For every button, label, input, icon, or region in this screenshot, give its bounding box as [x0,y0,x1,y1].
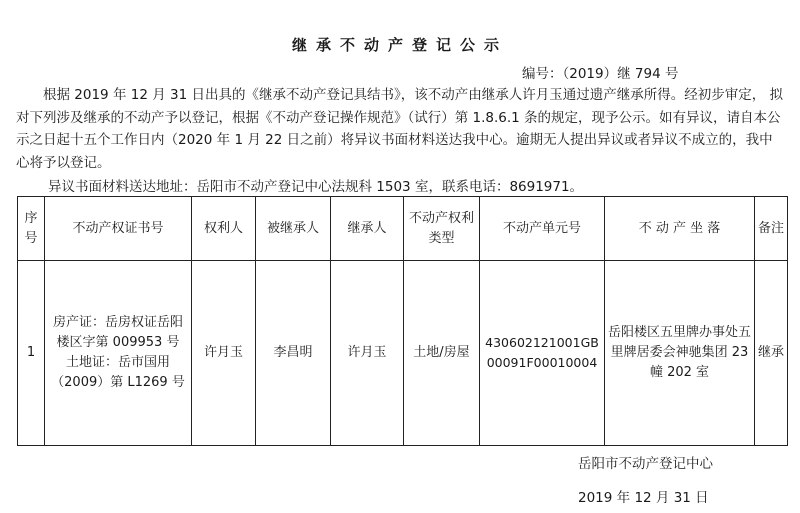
notice-body [16,84,786,174]
cell-right-type: 土地/房屋 [404,261,480,446]
property-cert-number: 房产证：岳房权证岳阳楼区字第 009953 号 [52,315,183,350]
registration-table [17,196,788,446]
header-seq: 序号 [18,197,45,261]
cell-location: 岳阳楼区五里牌办事处五里牌居委会神驰集团 23 幢 202 室 [605,261,755,446]
header-cert-no: 不动产权证书号 [45,197,192,261]
cell-decedent: 李昌明 [256,261,331,446]
header-decedent: 被继承人 [256,197,331,261]
document-number: 编号：（2019）继 794 号 [522,66,679,82]
header-right-type: 不动产权利类型 [404,197,480,261]
land-cert-number: 土地证：岳市国用（2009）第 L1269 号 [51,355,185,390]
signing-organization: 岳阳市不动产登记中心 [578,456,713,472]
header-remarks: 备注 [755,197,788,261]
signing-date: 2019 年 12 月 31 日 [578,490,709,506]
cell-remarks: 继承 [755,261,788,446]
objection-address-line: 异议书面材料送达地址：岳阳市不动产登记中心法规科 1503 室，联系电话：8691971。 [48,179,584,195]
header-unit-no: 不动产单元号 [480,197,605,261]
table-header-row [18,197,788,261]
cell-seq: 1 [18,261,45,446]
cell-heir: 许月玉 [331,261,404,446]
cell-right-holder: 许月玉 [192,261,256,446]
cell-unit-no: 430602121001GB00091F00010004 [480,261,605,446]
header-heir: 继承人 [331,197,404,261]
notice-paragraph: 根据 2019 年 12 月 31 日出具的《继承不动产登记具结书》，该不动产由继承人许月玉通过遗产继承所得。经初步审定， 拟对下列涉及继承的不动产予以登记，根据《不动产登记操作规范》（试行）第 1.8.6.1 条的规定，现予公示。如有异议，请自本公示之日起十五个工作日内（2020 年 1 月 22 日之前）将异议书面材料送达我中心。逾期无人提出异议或者异议不成立的，我中心将予以登记。 [16,87,784,171]
header-right-holder: 权利人 [192,197,256,261]
table-row [18,261,788,446]
header-location: 不 动 产 坐 落 [605,197,755,261]
cell-cert-no [45,261,192,446]
notice-title: 继承不动产登记公示 [291,36,508,54]
